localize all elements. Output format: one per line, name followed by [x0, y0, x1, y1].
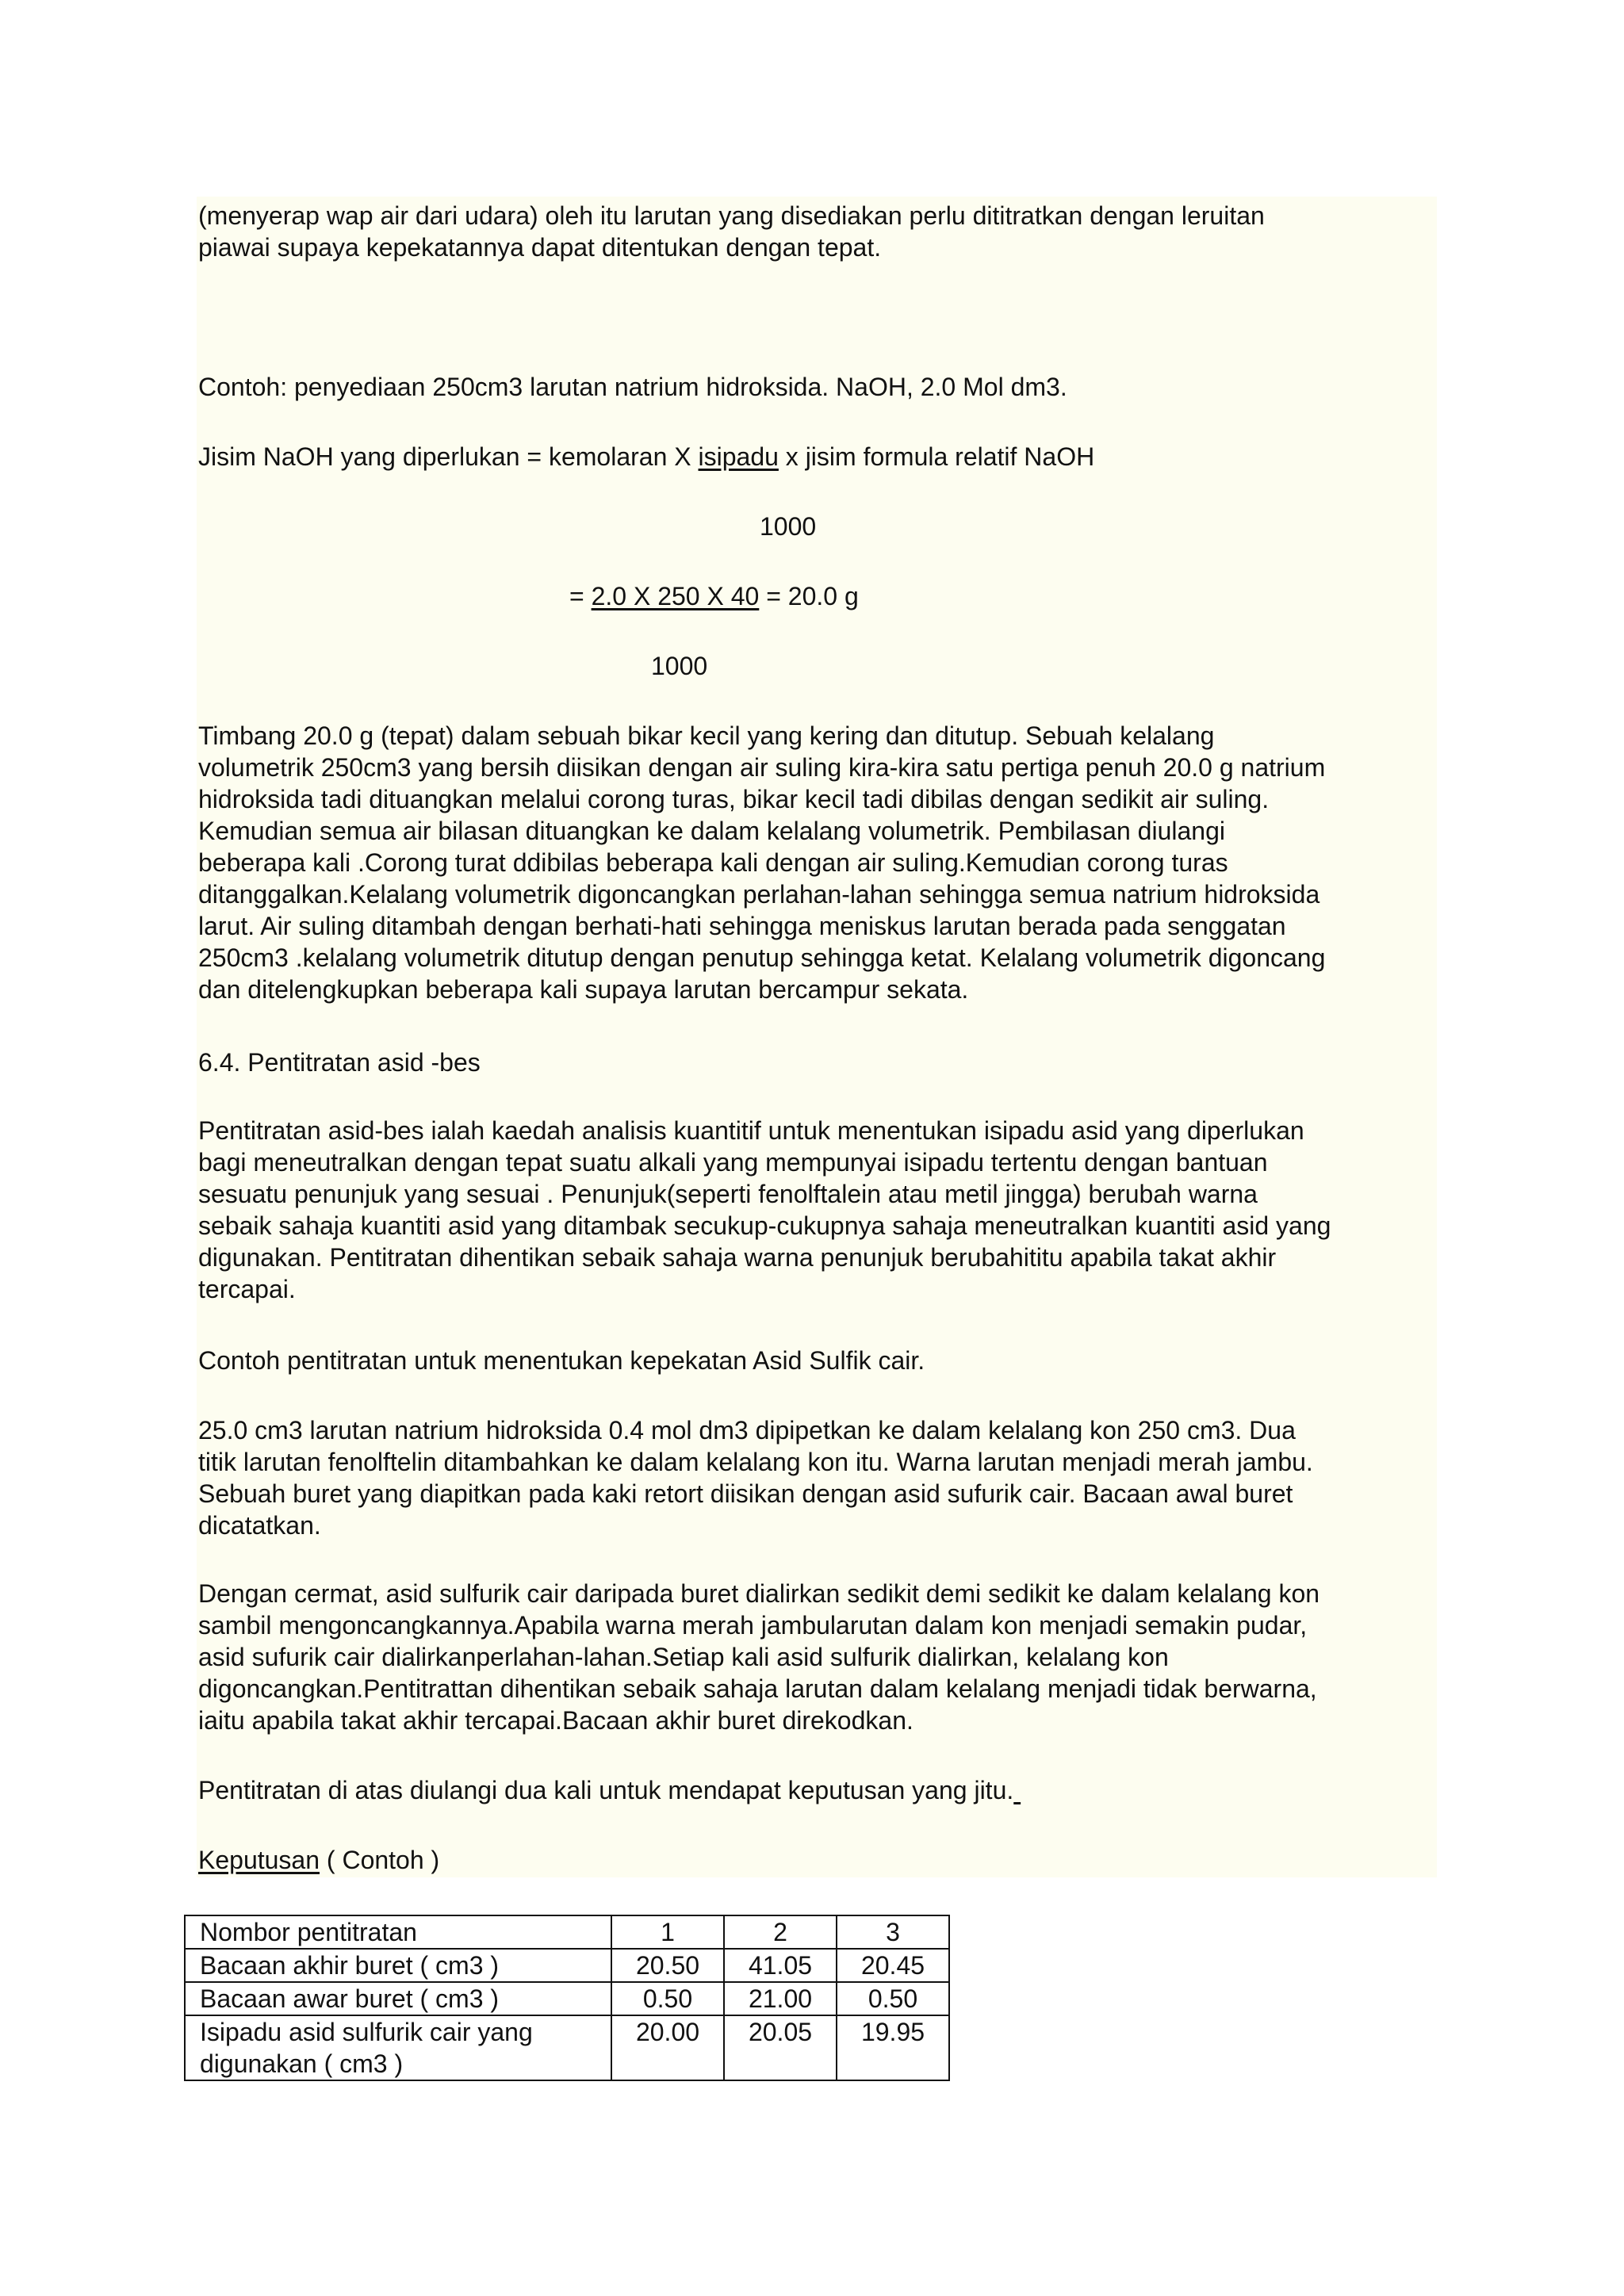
calculation-line — [569, 580, 1204, 612]
table-cell: 20.45 — [837, 1949, 949, 1982]
titration-line: iaitu apabila takat akhir tercapai.Bacaan akhir buret direkodkan. — [198, 1706, 914, 1735]
intro-paragraph — [198, 200, 1432, 263]
table-cell: Bacaan akhir buret ( cm3 ) — [185, 1949, 611, 1982]
procedure-line: Kemudian semua air bilasan dituangkan ke dalam kelalang volumetrik. Pembilasan diulangi — [198, 817, 1225, 845]
pipette-line: 25.0 cm3 larutan natrium hidroksida 0.4 mol dm3 dipipetkan ke dalam kelalang kon 250 cm3. Dua — [198, 1416, 1296, 1445]
pipette-line: Sebuah buret yang diapitkan pada kaki retort diisikan dengan asid sufurik cair. Bacaan awal buret — [198, 1479, 1293, 1508]
definition-line: digunakan. Pentitratan dihentikan sebaik sahaja warna penunjuk berubahititu apabila takat akhir — [198, 1243, 1277, 1272]
procedure-line: ditanggalkan.Kelalang volumetrik digoncangkan perlahan-lahan sehingga semua natrium hidroksida — [198, 880, 1320, 909]
formula-denominator-2: 1000 — [651, 652, 708, 680]
table-cell: 0.50 — [837, 1982, 949, 2015]
titration-line: digoncangkan.Pentitrattan dihentikan sebaik sahaja larutan dalam kelalang menjadi tidak berwarna, — [198, 1674, 1317, 1703]
definition-line: Pentitratan asid-bes ialah kaedah analisis kuantitif untuk menentukan isipadu asid yang diperlukan — [198, 1116, 1304, 1145]
table-header-row — [185, 1915, 949, 1949]
results-heading-keputusan: Keputusan — [198, 1846, 320, 1874]
calc-prefix: = — [569, 582, 592, 610]
table-header-cell: 1 — [611, 1915, 724, 1949]
titration-paragraph — [198, 1578, 1432, 1736]
table-header-cell: Nombor pentitratan — [185, 1915, 611, 1949]
procedure-line: beberapa kali .Corong turat ddibilas beberapa kali dengan air suling.Kemudian corong turas — [198, 848, 1228, 877]
procedure-paragraph — [198, 720, 1432, 1005]
table-cell: Bacaan awar buret ( cm3 ) — [185, 1982, 611, 2015]
table-header-cell: 2 — [724, 1915, 837, 1949]
definition-paragraph — [198, 1115, 1432, 1305]
procedure-line: dan ditelengkupkan beberapa kali supaya larutan bercampur sekata. — [198, 975, 969, 1004]
pipette-line: titik larutan fenolftelin ditambahkan ke dalam kelalang kon itu. Warna larutan menjadi merah jambu. — [198, 1448, 1313, 1476]
formula-denominator-1: 1000 — [760, 512, 817, 541]
table-row — [185, 1982, 949, 2015]
pipette-line: dicatatkan. — [198, 1511, 321, 1540]
calc-numerator: 2.0 X 250 X 40 — [591, 582, 760, 610]
table-header-cell: 3 — [837, 1915, 949, 1949]
procedure-line: larut. Air suling ditambah dengan berhati-hati sehingga meniskus larutan berada pada senggatan — [198, 912, 1286, 940]
table-cell: 0.50 — [611, 1982, 724, 2015]
table-cell: 41.05 — [724, 1949, 837, 1982]
repeat-line — [198, 1774, 1432, 1806]
procedure-line: 250cm3 .kelalang volumetrik ditutup dengan penutup sehingga ketat. Kelalang volumetrik digoncang — [198, 943, 1326, 972]
pipette-paragraph — [198, 1414, 1432, 1541]
titration-line: Dengan cermat, asid sulfurik cair daripada buret dialirkan sedikit demi sedikit ke dalam kelalang kon — [198, 1579, 1320, 1608]
results-table — [184, 1915, 950, 2081]
formula-line — [198, 441, 1432, 473]
table-cell: 20.05 — [724, 2015, 837, 2080]
definition-line: sesuatu penunjuk yang sesuai . Penunjuk(seperti fenolftalein atau metil jingga) berubah warna — [198, 1180, 1258, 1208]
section-heading: 6.4. Pentitratan asid -bes — [198, 1048, 481, 1077]
table-row — [185, 1949, 949, 1982]
definition-line: sebaik sahaja kuantiti asid yang ditambak secukup-cukupnya sahaja meneutralkan kuantiti asid yang — [198, 1211, 1331, 1240]
table-cell: 20.50 — [611, 1949, 724, 1982]
titration-line: sambil mengoncangkannya.Apabila warna merah jambularutan dalam kon menjadi semakin pudar, — [198, 1611, 1308, 1640]
titration-line: asid sufurik cair dialirkanperlahan-lahan.Setiap kali asid sulfurik dialirkan, kelalang kon — [198, 1643, 1169, 1671]
table-cell: 20.00 — [611, 2015, 724, 2080]
procedure-line: hidroksida tadi dituangkan melalui corong turas, bikar kecil tadi dibilas dengan sedikit air suling. — [198, 785, 1270, 813]
procedure-line: volumetrik 250cm3 yang bersih diisikan dengan air suling kira-kira satu pertiga penuh 20.0 g natrium — [198, 753, 1326, 782]
example-line: Contoh: penyediaan 250cm3 larutan natrium hidroksida. NaOH, 2.0 Mol dm3. — [198, 373, 1067, 401]
intro-line: piawai supaya kepekatannya dapat ditentukan dengan tepat. — [198, 233, 882, 262]
formula-suffix: x jisim formula relatif NaOH — [778, 442, 1095, 471]
table-row — [185, 2015, 949, 2080]
table-cell: Isipadu asid sulfurik cair yang digunakan ( cm3 ) — [185, 2015, 611, 2080]
table-cell: 19.95 — [837, 2015, 949, 2080]
table-cell: 21.00 — [724, 1982, 837, 2015]
results-heading-contoh: ( Contoh ) — [320, 1846, 440, 1874]
definition-line: bagi meneutralkan dengan tepat suatu alkali yang mempunyai isipadu tertentu dengan bantuan — [198, 1148, 1268, 1177]
formula-isipadu: isipadu — [698, 442, 779, 471]
example2-line: Contoh pentitratan untuk menentukan kepekatan Asid Sulfik cair. — [198, 1346, 925, 1375]
intro-line: (menyerap wap air dari udara) oleh itu larutan yang disediakan perlu dititratkan dengan leruitan — [198, 201, 1265, 230]
calc-result: = 20.0 g — [759, 582, 859, 610]
formula-prefix: Jisim NaOH yang diperlukan = kemolaran X — [198, 442, 699, 471]
results-heading — [198, 1844, 1432, 1876]
repeat-text: Pentitratan di atas diulangi dua kali untuk mendapat keputusan yang jitu. — [198, 1776, 1014, 1804]
procedure-line: Timbang 20.0 g (tepat) dalam sebuah bikar kecil yang kering dan ditutup. Sebuah kelalang — [198, 721, 1215, 750]
definition-line: tercapai. — [198, 1275, 296, 1303]
